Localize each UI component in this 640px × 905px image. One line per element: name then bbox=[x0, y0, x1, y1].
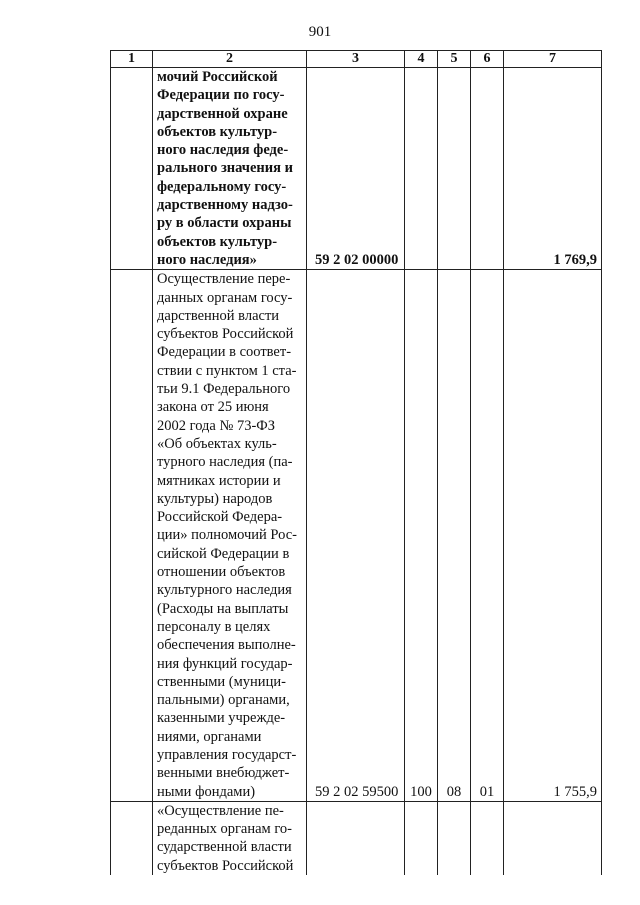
description-line: отношении объектов bbox=[157, 564, 286, 581]
description-line: обеспечения выполне- bbox=[157, 637, 296, 654]
description-line: рального значения и bbox=[157, 160, 293, 177]
description-line: сударственной власти bbox=[157, 839, 292, 856]
cell-code bbox=[307, 801, 405, 875]
column-header: 5 bbox=[438, 51, 471, 68]
cell-col4 bbox=[405, 68, 438, 270]
description-line: «Об объектах куль- bbox=[157, 435, 277, 452]
column-header: 1 bbox=[111, 51, 153, 68]
description-line: ного наследия феде- bbox=[157, 142, 289, 159]
description-line: объектов культур- bbox=[157, 233, 278, 250]
description-line: сийской Федерации в bbox=[157, 545, 290, 562]
cell-col1 bbox=[111, 801, 153, 875]
description-line: дарственной власти bbox=[157, 307, 280, 324]
column-header: 3 bbox=[307, 51, 405, 68]
page-number: 901 bbox=[308, 24, 332, 40]
cell-col1 bbox=[111, 68, 153, 270]
cell-col5 bbox=[438, 68, 471, 270]
description-line: закона от 25 июня bbox=[157, 399, 269, 416]
cell-description bbox=[153, 270, 307, 802]
description-line: венными внебюджет- bbox=[157, 765, 290, 782]
description-line: культуры) народов bbox=[157, 490, 273, 507]
cell-col6 bbox=[471, 801, 504, 875]
description-line: пальными) органами, bbox=[157, 692, 290, 709]
description-line: ствии с пунктом 1 ста- bbox=[157, 362, 297, 379]
column-header: 2 bbox=[153, 51, 307, 68]
description-line: субъектов Российской bbox=[157, 857, 294, 874]
description-line: мятниках истории и bbox=[157, 472, 281, 489]
header-row bbox=[111, 51, 602, 68]
description-line: Российской Федера- bbox=[157, 509, 283, 526]
description-line: ного наследия» bbox=[157, 251, 257, 268]
description-line: казенными учрежде- bbox=[157, 710, 286, 727]
description-line: ния функций государ- bbox=[157, 655, 293, 672]
description-line: дарственной охране bbox=[157, 105, 288, 122]
description-line: Федерации в соответ- bbox=[157, 344, 292, 361]
cell-code: 59 2 02 00000 bbox=[307, 68, 405, 270]
description-line: турного наследия (па- bbox=[157, 454, 293, 471]
description-line: ственными (муници- bbox=[157, 673, 286, 690]
table-row bbox=[111, 270, 602, 802]
description-line: Осуществление пере- bbox=[157, 271, 291, 288]
cell-col6 bbox=[471, 68, 504, 270]
description-line: данных органам госу- bbox=[157, 289, 293, 306]
cell-amount: 1 769,9 bbox=[504, 68, 602, 270]
description-line: тьи 9.1 Федерального bbox=[157, 381, 291, 398]
description-line: культурного наследия bbox=[157, 582, 292, 599]
description-line: 2002 года № 73-ФЗ bbox=[157, 417, 275, 434]
cell-description bbox=[153, 68, 307, 270]
description-line: федеральному госу- bbox=[157, 178, 287, 195]
cell-col1 bbox=[111, 270, 153, 802]
description-line: ными фондами) bbox=[157, 783, 256, 800]
table-row bbox=[111, 801, 602, 875]
column-header: 4 bbox=[405, 51, 438, 68]
description-line: управления государст- bbox=[157, 746, 297, 763]
description-line: ниями, органами bbox=[157, 728, 262, 745]
cell-col4: 100 bbox=[405, 270, 438, 802]
cell-amount: 1 755,9 bbox=[504, 270, 602, 802]
description-line: объектов культур- bbox=[157, 123, 278, 140]
description-line: ру в области охраны bbox=[157, 215, 292, 232]
cell-col5: 08 bbox=[438, 270, 471, 802]
column-header: 7 bbox=[504, 51, 602, 68]
description-line: «Осуществление пе- bbox=[157, 802, 284, 819]
description-line: субъектов Российской bbox=[157, 326, 294, 343]
description-line: ции» полномочий Рос- bbox=[157, 527, 298, 544]
description-line: (Расходы на выплаты bbox=[157, 600, 289, 617]
cell-amount bbox=[504, 801, 602, 875]
description-line: реданных органам го- bbox=[157, 821, 292, 838]
cell-col5 bbox=[438, 801, 471, 875]
cell-description bbox=[153, 801, 307, 875]
description-line: дарственному надзо- bbox=[157, 197, 293, 214]
column-header: 6 bbox=[471, 51, 504, 68]
description-line: мочий Российской bbox=[157, 69, 278, 85]
cell-code: 59 2 02 59500 bbox=[307, 270, 405, 802]
budget-table bbox=[110, 50, 602, 875]
table-row bbox=[111, 68, 602, 270]
cell-col4 bbox=[405, 801, 438, 875]
description-line: персоналу в целях bbox=[157, 618, 271, 635]
cell-col6: 01 bbox=[471, 270, 504, 802]
description-line: Федерации по госу- bbox=[157, 87, 285, 104]
